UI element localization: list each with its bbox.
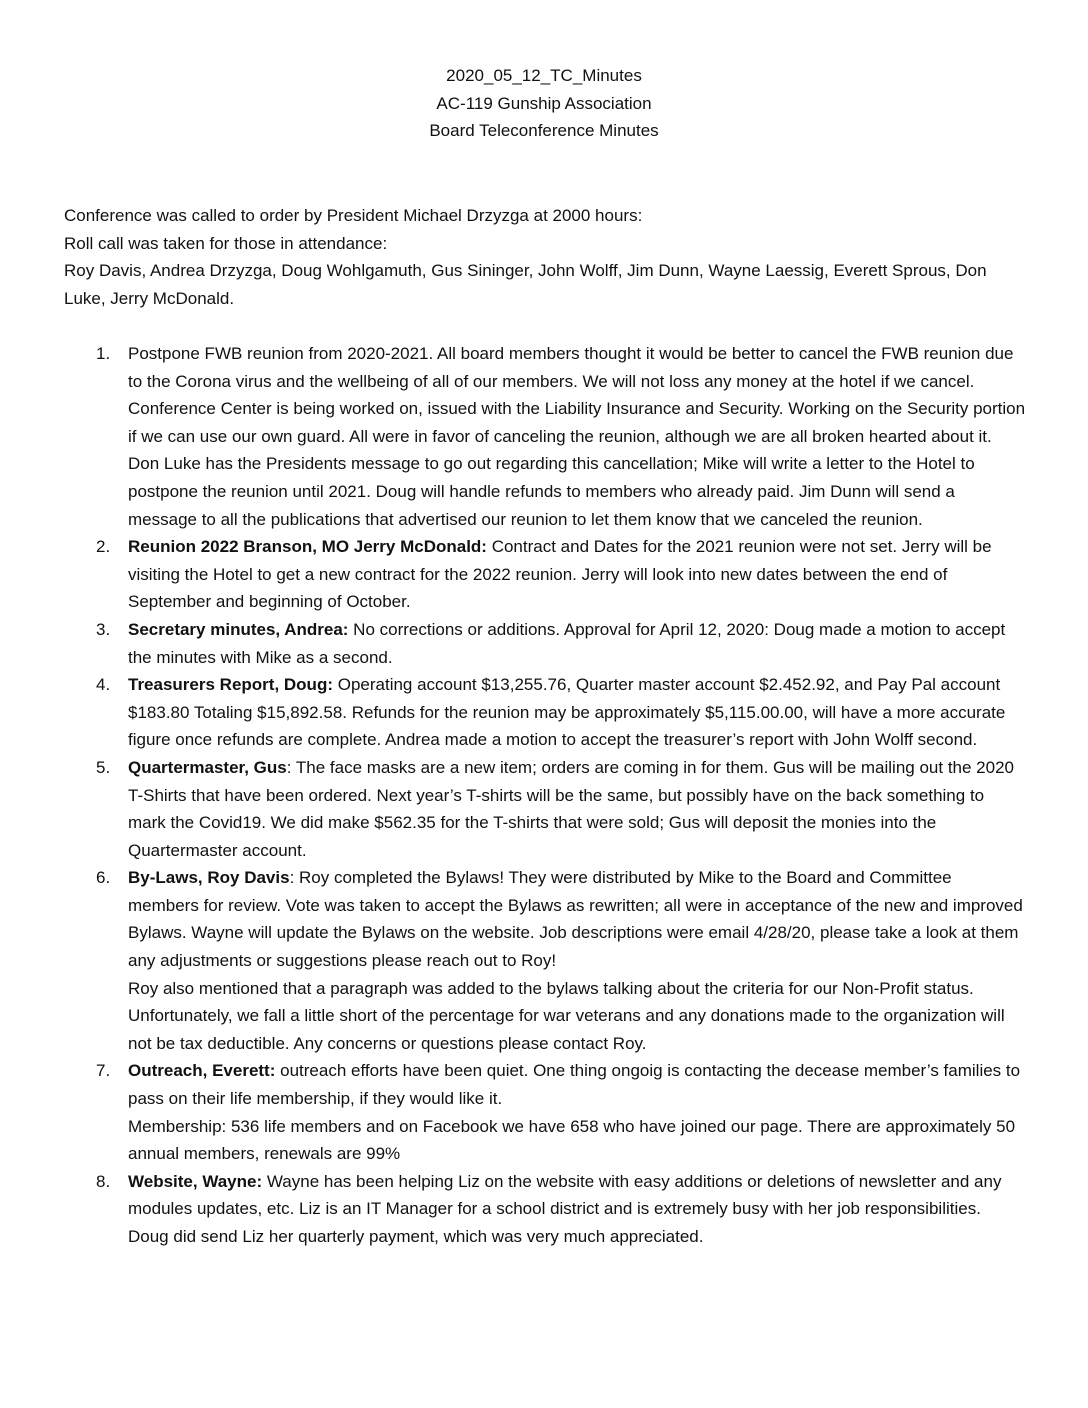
item-number: 2. xyxy=(96,537,111,557)
item-number: 6. xyxy=(96,868,111,888)
item-text: : The face masks are a new item; orders are coming in for them. Gus will be mailing out the 2020 T-Shirts that have been ordered. Next year’s T-shirts will be the same, but possibly have on the back something to mark the Covid19. We did make $562.35 for the T-shirts that were sold; Gus will deposit the monies into the Quartermaster account. xyxy=(128,757,1014,860)
item-text: Contract and Dates for the 2021 reunion were not set. Jerry will be visiting the Hotel to get a new contract for the 2022 reunion. Jerry will look into new dates between the end of September and beginning of October. xyxy=(128,537,992,612)
item-number: 3. xyxy=(96,619,111,639)
agenda-item-1 xyxy=(0,340,1088,533)
item-body xyxy=(128,671,1026,754)
item-body xyxy=(128,754,1026,864)
item-number: 8. xyxy=(96,1171,111,1191)
item-extra-paragraph: Roy also mentioned that a paragraph was added to the bylaws talking about the criteria for our Non-Profit status. Unfortunately, we fall a little short of the percentage for war veterans and any donations made to the organization will not be tax deductible. Any concerns or questions please contact Roy. xyxy=(128,978,1005,1053)
agenda-items xyxy=(0,340,1088,1251)
item-heading: Website, Wayne: xyxy=(128,1171,263,1191)
agenda-item-6 xyxy=(0,864,1088,1057)
item-body xyxy=(128,616,1026,671)
item-number: 1. xyxy=(96,344,111,363)
item-extra-paragraph: Membership: 536 life members and on Facebook we have 658 who have joined our page. There are approximately 50 annual members, renewals are 99% xyxy=(128,1116,1016,1164)
item-text: Postpone FWB reunion from 2020-2021. All board members thought it would be better to cancel the FWB reunion due to the Corona virus and the wellbeing of all of our members. We will not loss any money at the hotel if we cancel. Conference Center is being worked on, issued with the Liability Insurance and Security. Working on the Security portion if we can use our own guard. All were in favor of canceling the reunion, although we are all broken hearted about it. Don Luke has the Presidents message to go out regarding this cancellation; Mike will write a letter to the Hotel to postpone the reunion until 2021. Doug will handle refunds to members who already paid. Jim Dunn will send a message to all the publications that advertised our reunion to let them know that we canceled the reunion. xyxy=(128,344,1026,529)
item-number: 5. xyxy=(96,757,111,777)
item-heading: Quartermaster, Gus xyxy=(128,757,287,777)
item-heading: Treasurers Report, Doug: xyxy=(128,675,333,695)
attendees-list: Roy Davis, Andrea Drzyzga, Doug Wohlgamuth, Gus Sininger, John Wolff, Jim Dunn, Wayne Laessig, Everett Sprous, Don Luke, Jerry McDonald. xyxy=(64,261,987,308)
intro-section xyxy=(64,202,1024,312)
item-body xyxy=(128,1168,1026,1251)
document-title: 2020_05_12_TC_Minutes xyxy=(446,66,642,85)
item-text: outreach efforts have been quiet. One thing ongoig is contacting the decease member’s families to pass on their life membership, if they would like it. xyxy=(128,1061,1021,1109)
item-heading: Reunion 2022 Branson, MO Jerry McDonald: xyxy=(128,537,487,557)
item-heading: By-Laws, Roy Davis xyxy=(128,868,290,888)
item-body xyxy=(128,1057,1026,1112)
agenda-item-7 xyxy=(0,1057,1088,1167)
agenda-item-4 xyxy=(0,671,1088,754)
item-text: : Roy completed the Bylaws! They were distributed by Mike to the Board and Committee members for review. Vote was taken to accept the Bylaws as rewritten; all were in acceptance of the new and improved Bylaws. Wayne will update the Bylaws on the website. Job descriptions were email 4/28/20, please take a look at them any adjustments or suggestions please reach out to Roy! xyxy=(128,868,1023,971)
document-subtitle: Board Teleconference Minutes xyxy=(429,121,659,140)
agenda-item-2 xyxy=(0,533,1088,616)
item-text: No corrections or additions. Approval for April 12, 2020: Doug made a motion to accept the minutes with Mike as a second. xyxy=(128,619,1006,667)
item-number: 4. xyxy=(96,675,111,695)
call-to-order-line: Conference was called to order by President Michael Drzyzga at 2000 hours: xyxy=(64,206,643,225)
item-number: 7. xyxy=(96,1061,111,1081)
document-header xyxy=(0,62,1088,145)
item-heading: Secretary minutes, Andrea: xyxy=(128,619,349,639)
item-heading: Outreach, Everett: xyxy=(128,1061,276,1081)
item-text: Operating account $13,255.76, Quarter master account $2.452.92, and Pay Pal account $183.80 Totaling $15,892.58. Refunds for the reunion may be approximately $5,115.00.00, will have a more accurate figure once refunds are complete. Andrea made a motion to accept the treasurer’s report with John Wolff second. xyxy=(128,675,1006,750)
item-body xyxy=(128,533,1026,616)
item-text: Wayne has been helping Liz on the website with easy additions or deletions of newsletter and any modules updates, etc. Liz is an IT Manager for a school district and is extremely busy with her job responsibilities. Doug did send Liz her quarterly payment, which was very much appreciated. xyxy=(128,1171,1002,1246)
item-body xyxy=(128,864,1026,974)
agenda-item-3 xyxy=(0,616,1088,671)
roll-call-line: Roll call was taken for those in attendance: xyxy=(64,233,388,253)
agenda-item-5 xyxy=(0,754,1088,864)
item-body xyxy=(128,340,1026,533)
organization-name: AC-119 Gunship Association xyxy=(436,93,652,113)
agenda-item-8 xyxy=(0,1168,1088,1251)
